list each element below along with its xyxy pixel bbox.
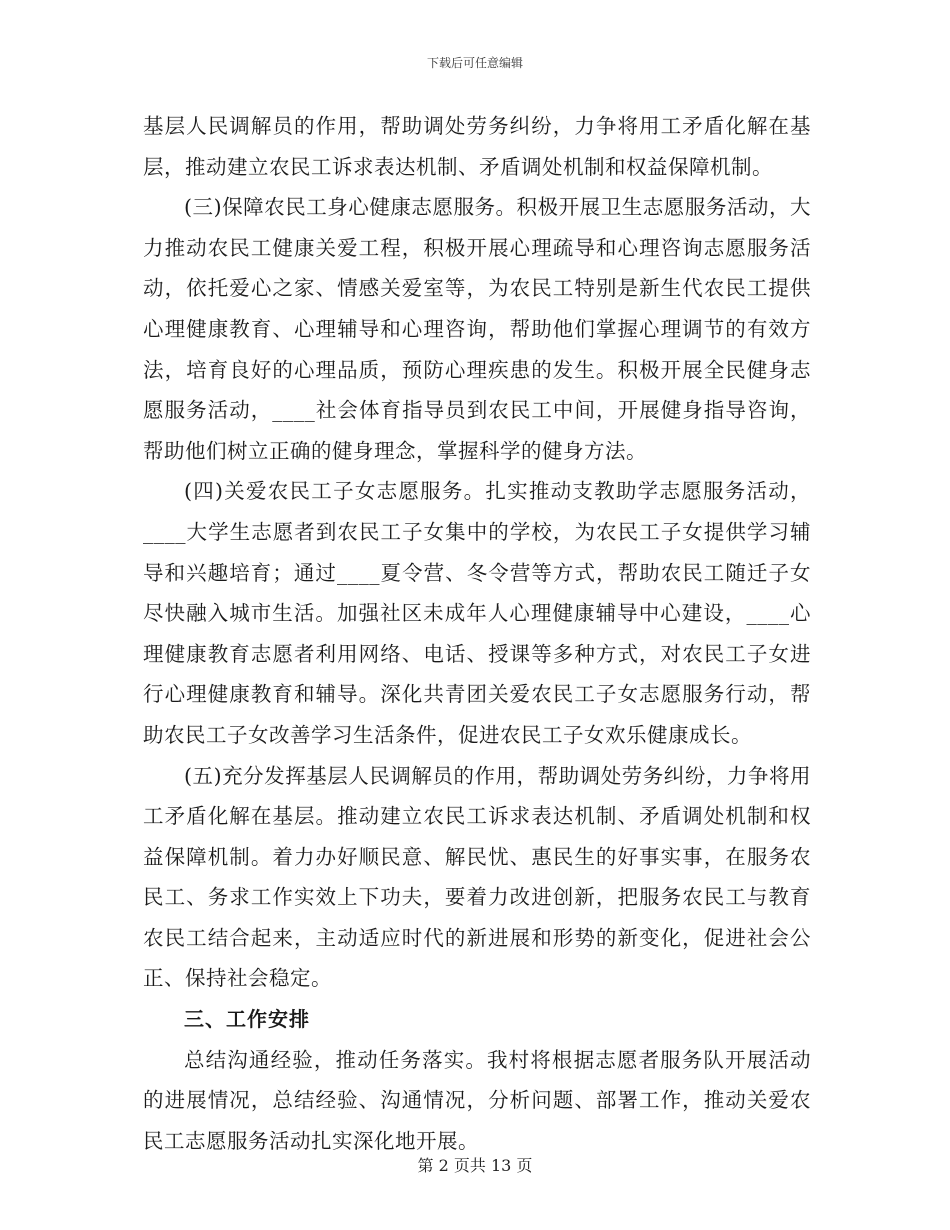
page-number: 第 2 页共 13 页 (417, 1156, 533, 1175)
paragraph-continuation: 基层人民调解员的作用，帮助调处劳务纠纷，力争将用工矛盾化解在基层，推动建立农民工诉求表达机制、矛盾调处机制和权益保障机制。 (143, 114, 811, 179)
paragraph-mediation: (五)充分发挥基层人民调解员的作用，帮助调处劳务纠纷，力争将用工矛盾化解在基层。推动建立农民工诉求表达机制、矛盾调处机制和权益保障机制。着力办好顺民意、解民忧、惠民生的好事实事，在服务农民工、务求工作实效上下功夫，要着力改进创新，把服务农民工与教育农民工结合起来，主动适应时代的新进展和形势的新变化，促进社会公正、保持社会稳定。 (143, 763, 811, 991)
page-header: 下载后可任意编辑 (426, 56, 523, 70)
paragraph-health-service: (三)保障农民工身心健康志愿服务。积极开展卫生志愿服务活动，大力推动农民工健康关爱工程，积极开展心理疏导和心理咨询志愿服务活动，依托爱心之家、情感关爱室等，为农民工特别是新生代农民工提供心理健康教育、心理辅导和心理咨询，帮助他们掌握心理调节的有效方法，培育良好的心理品质，预防心理疾患的发生。积极开展全民健身志愿服务活动，____社会体育指导员到农民工中间，开展健身指导咨询，帮助他们树立正确的健身理念，掌握科学的健身方法。 (143, 195, 811, 463)
section-heading: 三、工作安排 (184, 1007, 310, 1032)
paragraph-children-service: (四)关爱农民工子女志愿服务。扎实推动支教助学志愿服务活动，____大学生志愿者到农民工子女集中的学校，为农民工子女提供学习辅导和兴趣培育；通过____夏令营、冬令营等方式，帮助农民工随迁子女尽快融入城市生活。加强社区未成年人心理健康辅导中心建设，____心理健康教育志愿者利用网络、电话、授课等多种方式，对农民工子女进行心理健康教育和辅导。深化共青团关爱农民工子女志愿服务行动，帮助农民工子女改善学习生活条件，促进农民工子女欢乐健康成长。 (143, 479, 811, 747)
paragraph-work-arrangement: 总结沟通经验，推动任务落实。我村将根据志愿者服务队开展活动的进展情况，总结经验、沟通情况，分析问题、部署工作，推动关爱农民工志愿服务活动扎实深化地开展。 (143, 1047, 811, 1153)
document-body (143, 106, 811, 1161)
